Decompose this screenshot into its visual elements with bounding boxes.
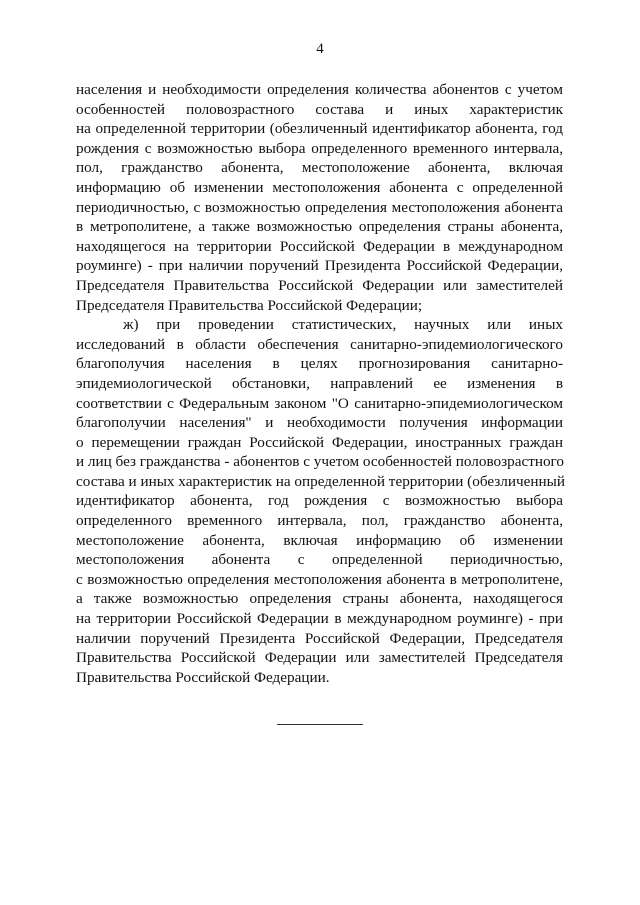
text-line: особенностей половозрастного состава и иных характеристик [76,100,563,118]
text-line: информацию об изменении местоположения абонента с определенной [76,178,563,196]
text-line: с возможностью определения местоположения абонента в метрополитене, [76,570,563,588]
text-line: определенного временного интервала, пол, гражданство абонента, [76,512,563,530]
text-line: благополучии населения" и необходимости получения информации [76,414,563,432]
text-line: о перемещении граждан Российской Федерации, иностранных граждан [76,433,563,451]
text-line: эпидемиологической обстановки, направлений ее изменения в [76,374,563,392]
text-line: роуминге) - при наличии поручений Президента Российской Федерации, [76,257,563,275]
text-line: исследований в области обеспечения санитарно-эпидемиологического [76,335,563,353]
text-line: наличии поручений Президента Российской Федерации, Председателя [76,629,563,647]
text-line: благополучия населения в целях прогнозирования санитарно- [76,355,563,373]
paragraph-item-zh [76,315,563,687]
text-line: Председателя Правительства Российской Федерации или заместителей [76,276,563,294]
text-line: и лиц без гражданства - абонентов с учетом особенностей половозрастного [76,453,564,471]
page-number: 4 [316,41,324,57]
text-line: Правительства Российской Федерации или заместителей Председателя [76,649,563,667]
text-line: местоположение абонента, включая информацию об изменении [76,531,563,549]
document-body [76,80,563,687]
text-line: Правительства Российской Федерации. [76,668,330,686]
text-line: в метрополитене, а также возможностью определения страны абонента, [76,218,563,236]
text-line: пол, гражданство абонента, местоположение абонента, включая [76,159,563,177]
text-line: местоположения абонента с определенной периодичностью, [76,551,563,569]
text-line: периодичностью, с возможностью определения местоположения абонента [76,198,563,216]
text-line: ж) при проведении статистических, научных или иных [123,316,563,334]
text-line: состава и иных характеристик на определенной территории (обезличенный [76,472,565,490]
text-line: соответствии с Федеральным законом "О санитарно-эпидемиологическом [76,394,563,412]
text-line: а также возможностью определения страны абонента, находящегося [76,590,563,608]
text-line: на территории Российской Федерации в международном роуминге) - при [76,610,563,628]
text-line: рождения с возможностью выбора определенного временного интервала, [76,139,563,157]
text-line: находящегося на территории Российской Федерации в международном [76,237,563,255]
text-line: населения и необходимости определения количества абонентов с учетом [76,81,563,98]
text-line: Председателя Правительства Российской Федерации; [76,296,423,314]
text-line: на определенной территории (обезличенный идентификатор абонента, год [76,120,563,138]
text-line: идентификатор абонента, год рождения с возможностью выбора [76,492,563,510]
end-separator-line [277,724,363,725]
paragraph-continuation [76,80,563,315]
